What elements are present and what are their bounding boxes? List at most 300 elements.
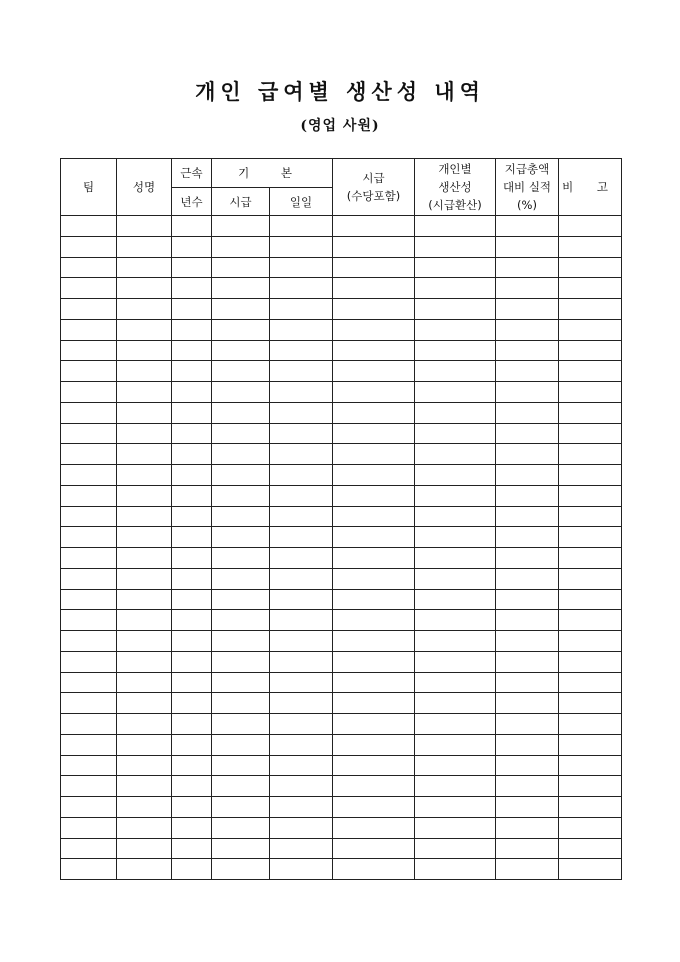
- cell-ratio[interactable]: [496, 838, 559, 859]
- cell-team[interactable]: [61, 465, 117, 486]
- cell-productivity[interactable]: [415, 734, 496, 755]
- cell-basic-daily[interactable]: [270, 236, 333, 257]
- cell-tenure[interactable]: [172, 838, 212, 859]
- cell-tenure[interactable]: [172, 527, 212, 548]
- cell-productivity[interactable]: [415, 610, 496, 631]
- table-row: [61, 423, 622, 444]
- cell-remarks[interactable]: [559, 610, 622, 631]
- cell-tenure[interactable]: [172, 485, 212, 506]
- cell-team[interactable]: [61, 236, 117, 257]
- cell-productivity[interactable]: [415, 216, 496, 237]
- cell-basic-hourly[interactable]: [212, 817, 270, 838]
- cell-hourly-wage[interactable]: [333, 527, 415, 548]
- cell-tenure[interactable]: [172, 776, 212, 797]
- cell-ratio[interactable]: [496, 610, 559, 631]
- cell-productivity[interactable]: [415, 568, 496, 589]
- cell-remarks[interactable]: [559, 714, 622, 735]
- cell-basic-hourly[interactable]: [212, 859, 270, 880]
- cell-name[interactable]: [117, 444, 172, 465]
- cell-tenure[interactable]: [172, 589, 212, 610]
- cell-remarks[interactable]: [559, 444, 622, 465]
- cell-ratio[interactable]: [496, 402, 559, 423]
- cell-hourly-wage[interactable]: [333, 838, 415, 859]
- cell-basic-daily[interactable]: [270, 423, 333, 444]
- cell-team[interactable]: [61, 859, 117, 880]
- cell-ratio[interactable]: [496, 299, 559, 320]
- cell-productivity[interactable]: [415, 485, 496, 506]
- cell-productivity[interactable]: [415, 693, 496, 714]
- cell-basic-daily[interactable]: [270, 382, 333, 403]
- cell-remarks[interactable]: [559, 817, 622, 838]
- cell-tenure[interactable]: [172, 506, 212, 527]
- cell-tenure[interactable]: [172, 672, 212, 693]
- cell-team[interactable]: [61, 382, 117, 403]
- cell-name[interactable]: [117, 817, 172, 838]
- cell-hourly-wage[interactable]: [333, 319, 415, 340]
- cell-basic-daily[interactable]: [270, 278, 333, 299]
- cell-team[interactable]: [61, 548, 117, 569]
- cell-basic-daily[interactable]: [270, 506, 333, 527]
- cell-basic-daily[interactable]: [270, 444, 333, 465]
- cell-basic-hourly[interactable]: [212, 382, 270, 403]
- cell-basic-daily[interactable]: [270, 651, 333, 672]
- cell-productivity[interactable]: [415, 402, 496, 423]
- cell-team[interactable]: [61, 299, 117, 320]
- cell-name[interactable]: [117, 755, 172, 776]
- cell-tenure[interactable]: [172, 299, 212, 320]
- cell-basic-hourly[interactable]: [212, 485, 270, 506]
- table-row: [61, 257, 622, 278]
- cell-name[interactable]: [117, 257, 172, 278]
- cell-name[interactable]: [117, 693, 172, 714]
- cell-team[interactable]: [61, 527, 117, 548]
- cell-ratio[interactable]: [496, 714, 559, 735]
- header-prod-line1: 개인별: [438, 162, 472, 176]
- cell-team[interactable]: [61, 693, 117, 714]
- cell-name[interactable]: [117, 589, 172, 610]
- cell-productivity[interactable]: [415, 278, 496, 299]
- cell-team[interactable]: [61, 817, 117, 838]
- cell-tenure[interactable]: [172, 610, 212, 631]
- cell-basic-hourly[interactable]: [212, 257, 270, 278]
- cell-basic-daily[interactable]: [270, 485, 333, 506]
- cell-team[interactable]: [61, 755, 117, 776]
- cell-hourly-wage[interactable]: [333, 651, 415, 672]
- cell-name[interactable]: [117, 423, 172, 444]
- cell-remarks[interactable]: [559, 693, 622, 714]
- cell-basic-daily[interactable]: [270, 776, 333, 797]
- cell-team[interactable]: [61, 631, 117, 652]
- cell-basic-hourly[interactable]: [212, 797, 270, 818]
- cell-remarks[interactable]: [559, 527, 622, 548]
- cell-basic-daily[interactable]: [270, 610, 333, 631]
- cell-tenure[interactable]: [172, 817, 212, 838]
- cell-team[interactable]: [61, 838, 117, 859]
- cell-name[interactable]: [117, 485, 172, 506]
- cell-productivity[interactable]: [415, 423, 496, 444]
- cell-hourly-wage[interactable]: [333, 817, 415, 838]
- cell-hourly-wage[interactable]: [333, 257, 415, 278]
- cell-name[interactable]: [117, 610, 172, 631]
- page-title: 개인 급여별 생산성 내역: [195, 79, 485, 104]
- cell-ratio[interactable]: [496, 361, 559, 382]
- cell-remarks[interactable]: [559, 465, 622, 486]
- cell-ratio[interactable]: [496, 672, 559, 693]
- cell-remarks[interactable]: [559, 319, 622, 340]
- cell-basic-hourly[interactable]: [212, 506, 270, 527]
- cell-name[interactable]: [117, 651, 172, 672]
- cell-name[interactable]: [117, 299, 172, 320]
- cell-basic-daily[interactable]: [270, 859, 333, 880]
- cell-productivity[interactable]: [415, 817, 496, 838]
- cell-basic-hourly[interactable]: [212, 402, 270, 423]
- cell-ratio[interactable]: [496, 797, 559, 818]
- header-prod-line3: (시급환산): [428, 198, 482, 212]
- cell-team[interactable]: [61, 340, 117, 361]
- header-hourly-line1: 시급: [362, 171, 385, 185]
- cell-team[interactable]: [61, 361, 117, 382]
- cell-basic-hourly[interactable]: [212, 548, 270, 569]
- cell-name[interactable]: [117, 340, 172, 361]
- cell-team[interactable]: [61, 216, 117, 237]
- cell-tenure[interactable]: [172, 319, 212, 340]
- cell-tenure[interactable]: [172, 423, 212, 444]
- cell-ratio[interactable]: [496, 734, 559, 755]
- cell-productivity[interactable]: [415, 319, 496, 340]
- cell-basic-daily[interactable]: [270, 548, 333, 569]
- cell-remarks[interactable]: [559, 506, 622, 527]
- cell-productivity[interactable]: [415, 672, 496, 693]
- cell-productivity[interactable]: [415, 797, 496, 818]
- cell-basic-daily[interactable]: [270, 672, 333, 693]
- cell-basic-hourly[interactable]: [212, 693, 270, 714]
- cell-hourly-wage[interactable]: [333, 797, 415, 818]
- cell-name[interactable]: [117, 838, 172, 859]
- cell-tenure[interactable]: [172, 402, 212, 423]
- cell-tenure[interactable]: [172, 755, 212, 776]
- cell-remarks[interactable]: [559, 299, 622, 320]
- cell-team[interactable]: [61, 714, 117, 735]
- cell-basic-daily[interactable]: [270, 589, 333, 610]
- cell-basic-daily[interactable]: [270, 631, 333, 652]
- cell-hourly-wage[interactable]: [333, 693, 415, 714]
- cell-hourly-wage[interactable]: [333, 402, 415, 423]
- cell-name[interactable]: [117, 568, 172, 589]
- cell-ratio[interactable]: [496, 817, 559, 838]
- cell-remarks[interactable]: [559, 257, 622, 278]
- cell-productivity[interactable]: [415, 714, 496, 735]
- cell-basic-daily[interactable]: [270, 299, 333, 320]
- cell-remarks[interactable]: [559, 651, 622, 672]
- cell-basic-hourly[interactable]: [212, 734, 270, 755]
- cell-remarks[interactable]: [559, 776, 622, 797]
- cell-remarks[interactable]: [559, 589, 622, 610]
- cell-basic-hourly[interactable]: [212, 672, 270, 693]
- table-row: [61, 797, 622, 818]
- cell-remarks[interactable]: [559, 361, 622, 382]
- cell-remarks[interactable]: [559, 485, 622, 506]
- cell-basic-hourly[interactable]: [212, 568, 270, 589]
- cell-basic-daily[interactable]: [270, 734, 333, 755]
- cell-tenure[interactable]: [172, 568, 212, 589]
- cell-hourly-wage[interactable]: [333, 340, 415, 361]
- cell-name[interactable]: [117, 465, 172, 486]
- cell-remarks[interactable]: [559, 340, 622, 361]
- cell-basic-daily[interactable]: [270, 361, 333, 382]
- cell-productivity[interactable]: [415, 257, 496, 278]
- cell-ratio[interactable]: [496, 631, 559, 652]
- cell-tenure[interactable]: [172, 465, 212, 486]
- table-row: [61, 382, 622, 403]
- cell-remarks[interactable]: [559, 734, 622, 755]
- cell-team[interactable]: [61, 506, 117, 527]
- cell-basic-daily[interactable]: [270, 817, 333, 838]
- cell-tenure[interactable]: [172, 216, 212, 237]
- cell-productivity[interactable]: [415, 838, 496, 859]
- cell-tenure[interactable]: [172, 631, 212, 652]
- cell-ratio[interactable]: [496, 755, 559, 776]
- cell-basic-daily[interactable]: [270, 693, 333, 714]
- cell-tenure[interactable]: [172, 797, 212, 818]
- cell-ratio[interactable]: [496, 278, 559, 299]
- cell-team[interactable]: [61, 485, 117, 506]
- cell-productivity[interactable]: [415, 859, 496, 880]
- cell-ratio[interactable]: [496, 465, 559, 486]
- cell-basic-daily[interactable]: [270, 216, 333, 237]
- cell-productivity[interactable]: [415, 361, 496, 382]
- cell-ratio[interactable]: [496, 548, 559, 569]
- cell-basic-daily[interactable]: [270, 838, 333, 859]
- cell-productivity[interactable]: [415, 236, 496, 257]
- cell-tenure[interactable]: [172, 361, 212, 382]
- cell-hourly-wage[interactable]: [333, 776, 415, 797]
- cell-hourly-wage[interactable]: [333, 444, 415, 465]
- cell-name[interactable]: [117, 402, 172, 423]
- cell-basic-hourly[interactable]: [212, 361, 270, 382]
- cell-hourly-wage[interactable]: [333, 485, 415, 506]
- cell-team[interactable]: [61, 423, 117, 444]
- cell-tenure[interactable]: [172, 382, 212, 403]
- cell-tenure[interactable]: [172, 257, 212, 278]
- cell-tenure[interactable]: [172, 859, 212, 880]
- cell-team[interactable]: [61, 319, 117, 340]
- cell-hourly-wage[interactable]: [333, 216, 415, 237]
- cell-hourly-wage[interactable]: [333, 631, 415, 652]
- cell-remarks[interactable]: [559, 402, 622, 423]
- cell-hourly-wage[interactable]: [333, 278, 415, 299]
- cell-ratio[interactable]: [496, 236, 559, 257]
- cell-basic-daily[interactable]: [270, 568, 333, 589]
- cell-name[interactable]: [117, 278, 172, 299]
- cell-remarks[interactable]: [559, 568, 622, 589]
- cell-ratio[interactable]: [496, 651, 559, 672]
- cell-tenure[interactable]: [172, 444, 212, 465]
- cell-name[interactable]: [117, 527, 172, 548]
- cell-name[interactable]: [117, 361, 172, 382]
- cell-remarks[interactable]: [559, 548, 622, 569]
- cell-remarks[interactable]: [559, 216, 622, 237]
- cell-remarks[interactable]: [559, 838, 622, 859]
- cell-name[interactable]: [117, 734, 172, 755]
- cell-ratio[interactable]: [496, 527, 559, 548]
- table-row: [61, 299, 622, 320]
- cell-team[interactable]: [61, 589, 117, 610]
- cell-name[interactable]: [117, 382, 172, 403]
- cell-ratio[interactable]: [496, 485, 559, 506]
- cell-basic-hourly[interactable]: [212, 527, 270, 548]
- table-row: [61, 216, 622, 237]
- cell-ratio[interactable]: [496, 444, 559, 465]
- cell-tenure[interactable]: [172, 651, 212, 672]
- cell-productivity[interactable]: [415, 589, 496, 610]
- cell-tenure[interactable]: [172, 340, 212, 361]
- cell-basic-hourly[interactable]: [212, 714, 270, 735]
- cell-name[interactable]: [117, 672, 172, 693]
- cell-basic-hourly[interactable]: [212, 236, 270, 257]
- cell-hourly-wage[interactable]: [333, 734, 415, 755]
- cell-remarks[interactable]: [559, 859, 622, 880]
- cell-productivity[interactable]: [415, 299, 496, 320]
- cell-productivity[interactable]: [415, 506, 496, 527]
- cell-hourly-wage[interactable]: [333, 755, 415, 776]
- cell-team[interactable]: [61, 672, 117, 693]
- cell-basic-hourly[interactable]: [212, 423, 270, 444]
- cell-ratio[interactable]: [496, 776, 559, 797]
- cell-team[interactable]: [61, 610, 117, 631]
- cell-hourly-wage[interactable]: [333, 382, 415, 403]
- cell-ratio[interactable]: [496, 423, 559, 444]
- cell-team[interactable]: [61, 402, 117, 423]
- cell-hourly-wage[interactable]: [333, 548, 415, 569]
- header-prod-line2: 생산성: [438, 180, 472, 194]
- cell-hourly-wage[interactable]: [333, 714, 415, 735]
- cell-basic-daily[interactable]: [270, 402, 333, 423]
- cell-name[interactable]: [117, 714, 172, 735]
- cell-name[interactable]: [117, 236, 172, 257]
- cell-remarks[interactable]: [559, 236, 622, 257]
- cell-basic-hourly[interactable]: [212, 838, 270, 859]
- cell-tenure[interactable]: [172, 734, 212, 755]
- cell-ratio[interactable]: [496, 216, 559, 237]
- cell-basic-hourly[interactable]: [212, 631, 270, 652]
- cell-remarks[interactable]: [559, 278, 622, 299]
- cell-productivity[interactable]: [415, 444, 496, 465]
- cell-basic-daily[interactable]: [270, 319, 333, 340]
- cell-basic-hourly[interactable]: [212, 278, 270, 299]
- cell-productivity[interactable]: [415, 631, 496, 652]
- cell-name[interactable]: [117, 859, 172, 880]
- cell-name[interactable]: [117, 506, 172, 527]
- cell-ratio[interactable]: [496, 319, 559, 340]
- cell-basic-hourly[interactable]: [212, 299, 270, 320]
- cell-basic-hourly[interactable]: [212, 776, 270, 797]
- cell-ratio[interactable]: [496, 257, 559, 278]
- cell-basic-daily[interactable]: [270, 714, 333, 735]
- cell-productivity[interactable]: [415, 382, 496, 403]
- cell-name[interactable]: [117, 319, 172, 340]
- cell-basic-hourly[interactable]: [212, 589, 270, 610]
- cell-basic-daily[interactable]: [270, 340, 333, 361]
- cell-team[interactable]: [61, 568, 117, 589]
- cell-remarks[interactable]: [559, 672, 622, 693]
- cell-basic-daily[interactable]: [270, 797, 333, 818]
- cell-productivity[interactable]: [415, 755, 496, 776]
- cell-hourly-wage[interactable]: [333, 361, 415, 382]
- cell-basic-hourly[interactable]: [212, 465, 270, 486]
- cell-name[interactable]: [117, 631, 172, 652]
- cell-basic-hourly[interactable]: [212, 319, 270, 340]
- cell-name[interactable]: [117, 797, 172, 818]
- cell-remarks[interactable]: [559, 382, 622, 403]
- cell-tenure[interactable]: [172, 693, 212, 714]
- cell-ratio[interactable]: [496, 340, 559, 361]
- cell-tenure[interactable]: [172, 278, 212, 299]
- cell-productivity[interactable]: [415, 548, 496, 569]
- cell-hourly-wage[interactable]: [333, 299, 415, 320]
- cell-productivity[interactable]: [415, 527, 496, 548]
- cell-basic-hourly[interactable]: [212, 610, 270, 631]
- cell-basic-daily[interactable]: [270, 755, 333, 776]
- cell-team[interactable]: [61, 257, 117, 278]
- cell-ratio[interactable]: [496, 382, 559, 403]
- table-row: [61, 838, 622, 859]
- cell-remarks[interactable]: [559, 631, 622, 652]
- cell-team[interactable]: [61, 278, 117, 299]
- cell-hourly-wage[interactable]: [333, 236, 415, 257]
- cell-hourly-wage[interactable]: [333, 506, 415, 527]
- cell-team[interactable]: [61, 444, 117, 465]
- cell-productivity[interactable]: [415, 340, 496, 361]
- cell-ratio[interactable]: [496, 693, 559, 714]
- cell-name[interactable]: [117, 548, 172, 569]
- cell-ratio[interactable]: [496, 506, 559, 527]
- cell-basic-hourly[interactable]: [212, 340, 270, 361]
- cell-ratio[interactable]: [496, 859, 559, 880]
- cell-productivity[interactable]: [415, 776, 496, 797]
- cell-team[interactable]: [61, 776, 117, 797]
- cell-basic-hourly[interactable]: [212, 216, 270, 237]
- cell-name[interactable]: [117, 776, 172, 797]
- cell-team[interactable]: [61, 797, 117, 818]
- cell-remarks[interactable]: [559, 797, 622, 818]
- cell-basic-hourly[interactable]: [212, 444, 270, 465]
- cell-hourly-wage[interactable]: [333, 465, 415, 486]
- cell-hourly-wage[interactable]: [333, 859, 415, 880]
- cell-hourly-wage[interactable]: [333, 568, 415, 589]
- cell-ratio[interactable]: [496, 589, 559, 610]
- cell-tenure[interactable]: [172, 548, 212, 569]
- cell-team[interactable]: [61, 651, 117, 672]
- cell-basic-daily[interactable]: [270, 527, 333, 548]
- cell-basic-daily[interactable]: [270, 257, 333, 278]
- cell-productivity[interactable]: [415, 651, 496, 672]
- cell-hourly-wage[interactable]: [333, 589, 415, 610]
- cell-hourly-wage[interactable]: [333, 610, 415, 631]
- cell-team[interactable]: [61, 734, 117, 755]
- cell-productivity[interactable]: [415, 465, 496, 486]
- cell-basic-hourly[interactable]: [212, 755, 270, 776]
- cell-ratio[interactable]: [496, 568, 559, 589]
- cell-hourly-wage[interactable]: [333, 672, 415, 693]
- cell-remarks[interactable]: [559, 755, 622, 776]
- cell-name[interactable]: [117, 216, 172, 237]
- cell-hourly-wage[interactable]: [333, 423, 415, 444]
- cell-remarks[interactable]: [559, 423, 622, 444]
- cell-tenure[interactable]: [172, 714, 212, 735]
- cell-basic-daily[interactable]: [270, 465, 333, 486]
- cell-tenure[interactable]: [172, 236, 212, 257]
- cell-basic-hourly[interactable]: [212, 651, 270, 672]
